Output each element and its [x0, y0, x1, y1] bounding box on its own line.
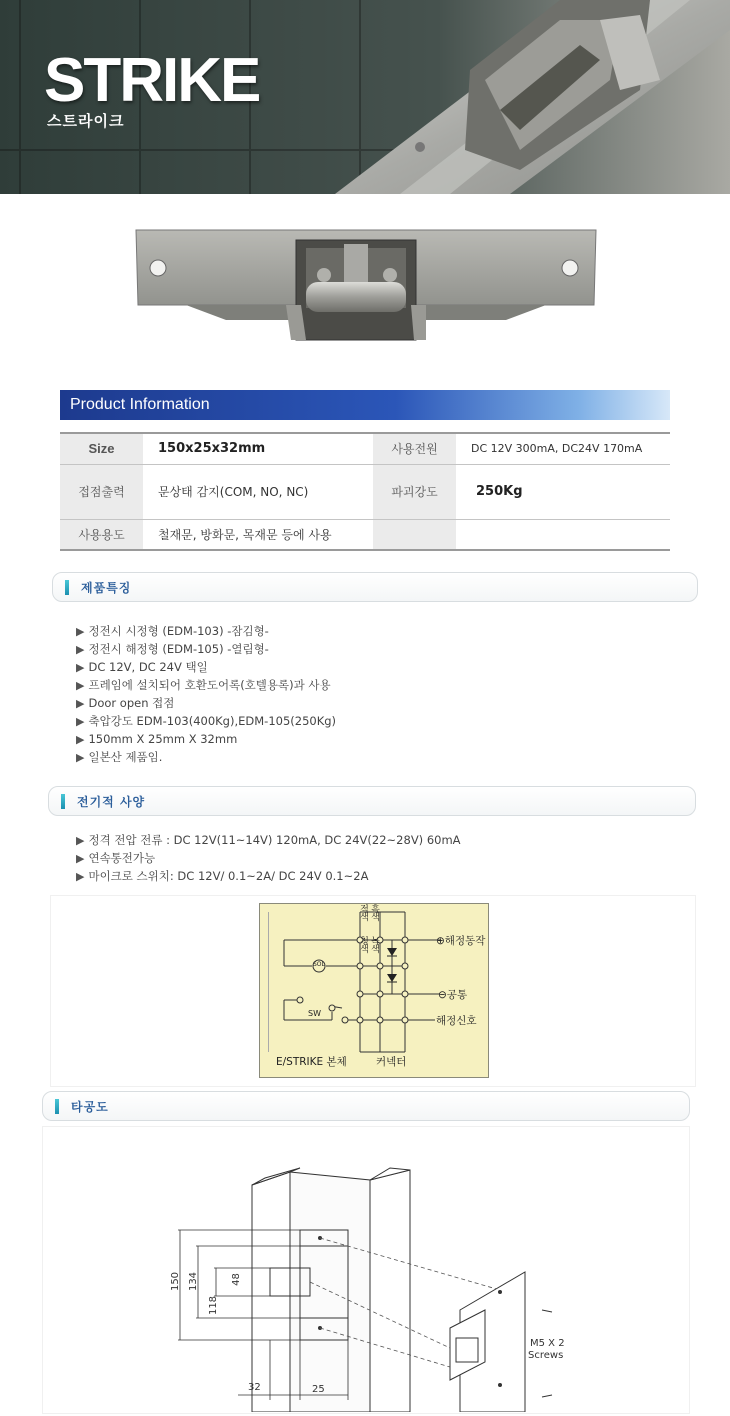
screws-label: Screws: [528, 1350, 564, 1361]
diode-icon: [387, 974, 397, 982]
bullet-triangle-icon: ▶: [76, 852, 85, 865]
bullet-triangle-icon: ▶: [76, 661, 85, 674]
list-item: ▶ 축압강도 EDM-103(400Kg),EDM-105(250Kg): [76, 714, 337, 728]
connector-label: 커넥터: [376, 1056, 407, 1068]
dim-48: 48: [230, 1273, 242, 1286]
bullet-triangle-icon: ▶: [76, 870, 85, 883]
list-item: ▶ 프레임에 설치되어 호환도어록(호텔용록)과 사용: [76, 678, 331, 692]
bullet-triangle-icon: ▶: [76, 679, 85, 692]
features-list: [76, 622, 336, 766]
sw-label: SW: [308, 1009, 321, 1018]
mounting-section-header: [42, 1091, 690, 1121]
list-item: ▶ 정전시 시정형 (EDM-103) -잠김형-: [76, 624, 269, 638]
spec-label: 사용전원: [373, 433, 456, 464]
wire-label: 청색: [358, 936, 368, 952]
dim-118: 118: [208, 1295, 220, 1316]
mounting-title: 타공도: [71, 1100, 109, 1114]
dim-25: 25: [312, 1384, 325, 1395]
features-title: 제품특징: [81, 581, 132, 595]
section-marker-icon: [61, 794, 65, 809]
spec-value: DC 12V 300mA, DC24V 170mA: [456, 433, 670, 464]
bullet-triangle-icon: ▶: [76, 643, 85, 656]
spec-value: 250Kg: [456, 464, 670, 519]
list-item: ▶ 일본산 제품임.: [76, 750, 163, 764]
hero-subtitle: 스트라이크: [47, 112, 125, 130]
spec-label: [373, 519, 456, 550]
spec-table: [60, 432, 670, 551]
spec-value: [456, 519, 670, 550]
bullet-triangle-icon: ▶: [76, 625, 85, 638]
bullet-triangle-icon: ▶: [76, 733, 85, 746]
list-item: ▶ 연속통전가능: [76, 851, 156, 865]
features-section-header: [52, 572, 698, 602]
body-label: E/STRIKE 본체: [276, 1056, 347, 1068]
list-item: ▶ DC 12V, DC 24V 택일: [76, 660, 208, 674]
spec-label: 사용용도: [60, 519, 143, 550]
list-item: ▶ 정격 전압 전류 : DC 12V(11~14V) 120mA, DC 24V(22~28V) 60mA: [76, 833, 461, 847]
spec-value: 150x25x32mm: [143, 433, 373, 464]
table-row: [60, 519, 670, 550]
list-item: ▶ Door open 접점: [76, 696, 175, 710]
product-photo: [126, 220, 606, 360]
bullet-triangle-icon: ▶: [76, 715, 85, 728]
table-row: [60, 433, 670, 464]
product-information-header: [60, 390, 670, 420]
signal-label: 해정신호: [436, 1015, 477, 1027]
list-item: ▶ 정전시 해정형 (EDM-105) -열림형-: [76, 642, 269, 656]
dim-150: 150: [170, 1271, 182, 1292]
spec-label: 접점출력: [60, 464, 143, 519]
electrical-title: 전기적 사양: [77, 795, 146, 809]
wiring-diagram: [259, 903, 489, 1078]
spec-value: 문상태 감지(COM, NO, NC): [143, 464, 373, 519]
dim-32: 32: [248, 1382, 261, 1393]
spec-value: 철재문, 방화문, 목재문 등에 사용: [158, 527, 332, 542]
hero-banner: [0, 0, 730, 194]
dim-134: 134: [188, 1271, 200, 1292]
list-item: ▶ 마이크로 스위치: DC 12V/ 0.1~2A/ DC 24V 0.1~2A: [76, 869, 369, 883]
bullet-triangle-icon: ▶: [76, 697, 85, 710]
list-item: ▶ 150mm X 25mm X 32mm: [76, 732, 238, 746]
mounting-diagram: [160, 1150, 600, 1412]
wire-label: 녹색: [369, 936, 379, 952]
spec-label: Size: [60, 433, 143, 464]
product-information-title: Product Information: [70, 396, 210, 413]
wire-label: 흑색: [369, 904, 379, 920]
spec-label: 파괴강도: [373, 464, 456, 519]
hero-title: STRIKE: [44, 46, 260, 115]
release-label: ⊕해정동작: [436, 935, 486, 947]
common-label: ⊖공통: [438, 989, 468, 1001]
bullet-triangle-icon: ▶: [76, 751, 85, 764]
table-row: [60, 464, 670, 519]
sol-label: SOL: [313, 961, 325, 968]
screws-spec: M5 X 2: [530, 1338, 565, 1349]
electrical-list: [76, 831, 461, 885]
section-marker-icon: [65, 580, 69, 595]
electrical-section-header: [48, 786, 696, 816]
section-marker-icon: [55, 1099, 59, 1114]
wire-label: 적색: [358, 904, 368, 920]
bullet-triangle-icon: ▶: [76, 834, 85, 847]
diode-icon: [387, 948, 397, 956]
